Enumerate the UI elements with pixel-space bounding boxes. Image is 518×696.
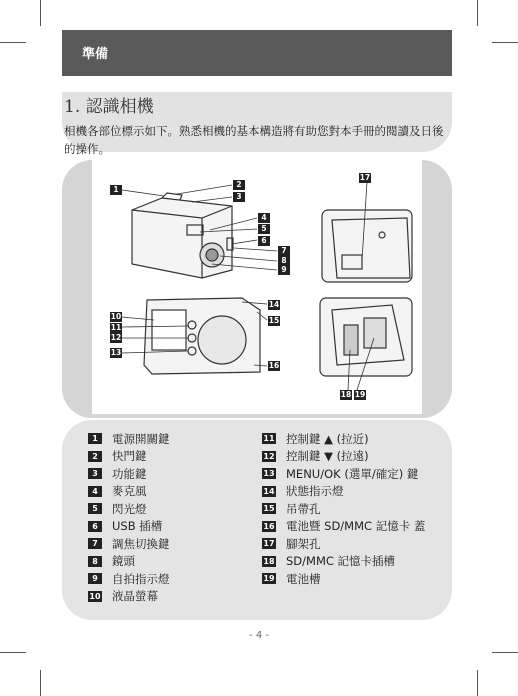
callout-1: 1 bbox=[110, 185, 122, 195]
legend-item: 9 自拍指示燈 bbox=[88, 570, 170, 588]
legend-item: 17 腳架孔 bbox=[263, 536, 321, 551]
legend-left-column bbox=[88, 430, 170, 605]
legend-item: 8 鏡頭 bbox=[88, 553, 170, 571]
callout-9: 9 bbox=[278, 265, 290, 275]
callout-19: 19 bbox=[354, 390, 366, 399]
legend-item: 19 電池槽 bbox=[263, 571, 321, 586]
header-title: 準備 bbox=[82, 47, 109, 62]
camera-illustration bbox=[92, 160, 422, 414]
legend-item: 11 控制鍵 ▲ (拉近) bbox=[263, 431, 369, 446]
legend-item: 12 控制鍵 ▼ (拉遠) bbox=[263, 449, 369, 464]
legend-item: 16 電池暨 SD/MMC 記憶卡 蓋 bbox=[263, 519, 426, 534]
callout-4: 4 bbox=[258, 213, 270, 223]
callout-18: 18 bbox=[340, 390, 352, 399]
legend-item: 2 快門鍵 bbox=[88, 448, 170, 466]
camera-bottom-drawing bbox=[322, 210, 412, 282]
legend-item: 1 電源開關鍵 bbox=[88, 430, 170, 448]
legend-item: 7 調焦切換鍵 bbox=[88, 535, 170, 553]
crop-mark bbox=[492, 42, 518, 43]
figure-area bbox=[92, 160, 422, 414]
header-bar bbox=[62, 30, 452, 76]
camera-front-drawing bbox=[132, 193, 233, 278]
callout-3: 3 bbox=[233, 192, 245, 202]
callout-12: 12 bbox=[110, 333, 122, 342]
legend-right-column bbox=[262, 430, 425, 588]
crop-mark bbox=[40, 670, 41, 696]
callout-7: 7 bbox=[278, 246, 290, 256]
callout-2: 2 bbox=[233, 180, 245, 190]
page-number: - 4 - bbox=[249, 630, 269, 641]
legend-item: 10 液晶螢幕 bbox=[89, 589, 158, 604]
callout-15: 15 bbox=[268, 316, 280, 325]
callout-8: 8 bbox=[278, 256, 290, 266]
legend-item: 15 吊帶孔 bbox=[263, 501, 321, 516]
legend-item: 5 閃光燈 bbox=[88, 500, 170, 518]
callout-16: 16 bbox=[268, 361, 280, 370]
intro-text: 相機各部位標示如下。熟悉相機的基本構造將有助您對本手冊的閱讀及日後的操作。 bbox=[64, 124, 444, 156]
section-title: 1. 認識相機 bbox=[64, 97, 154, 117]
crop-mark bbox=[492, 652, 518, 653]
crop-mark bbox=[477, 0, 478, 26]
battery-door-drawing bbox=[320, 298, 412, 376]
legend-item: 18 SD/MMC 記憶卡插槽 bbox=[263, 554, 396, 569]
callout-6: 6 bbox=[258, 236, 270, 246]
callout-17: 17 bbox=[359, 173, 371, 182]
crop-mark bbox=[477, 670, 478, 696]
crop-mark bbox=[0, 42, 26, 43]
callout-13: 13 bbox=[110, 348, 122, 357]
callout-10: 10 bbox=[110, 312, 122, 321]
legend-item: 6 USB 插槽 bbox=[88, 518, 170, 536]
callout-5: 5 bbox=[258, 224, 270, 234]
legend-item: 4 麥克風 bbox=[88, 483, 170, 501]
legend-item: 13 MENU/OK (選單/確定) 鍵 bbox=[263, 466, 419, 481]
camera-back-drawing bbox=[144, 298, 260, 374]
callout-14: 14 bbox=[268, 300, 280, 309]
callout-11: 11 bbox=[110, 323, 122, 332]
crop-mark bbox=[40, 0, 41, 26]
legend-item: 3 功能鍵 bbox=[88, 465, 170, 483]
legend-item: 14 狀態指示燈 bbox=[263, 484, 344, 499]
crop-mark bbox=[0, 652, 26, 653]
